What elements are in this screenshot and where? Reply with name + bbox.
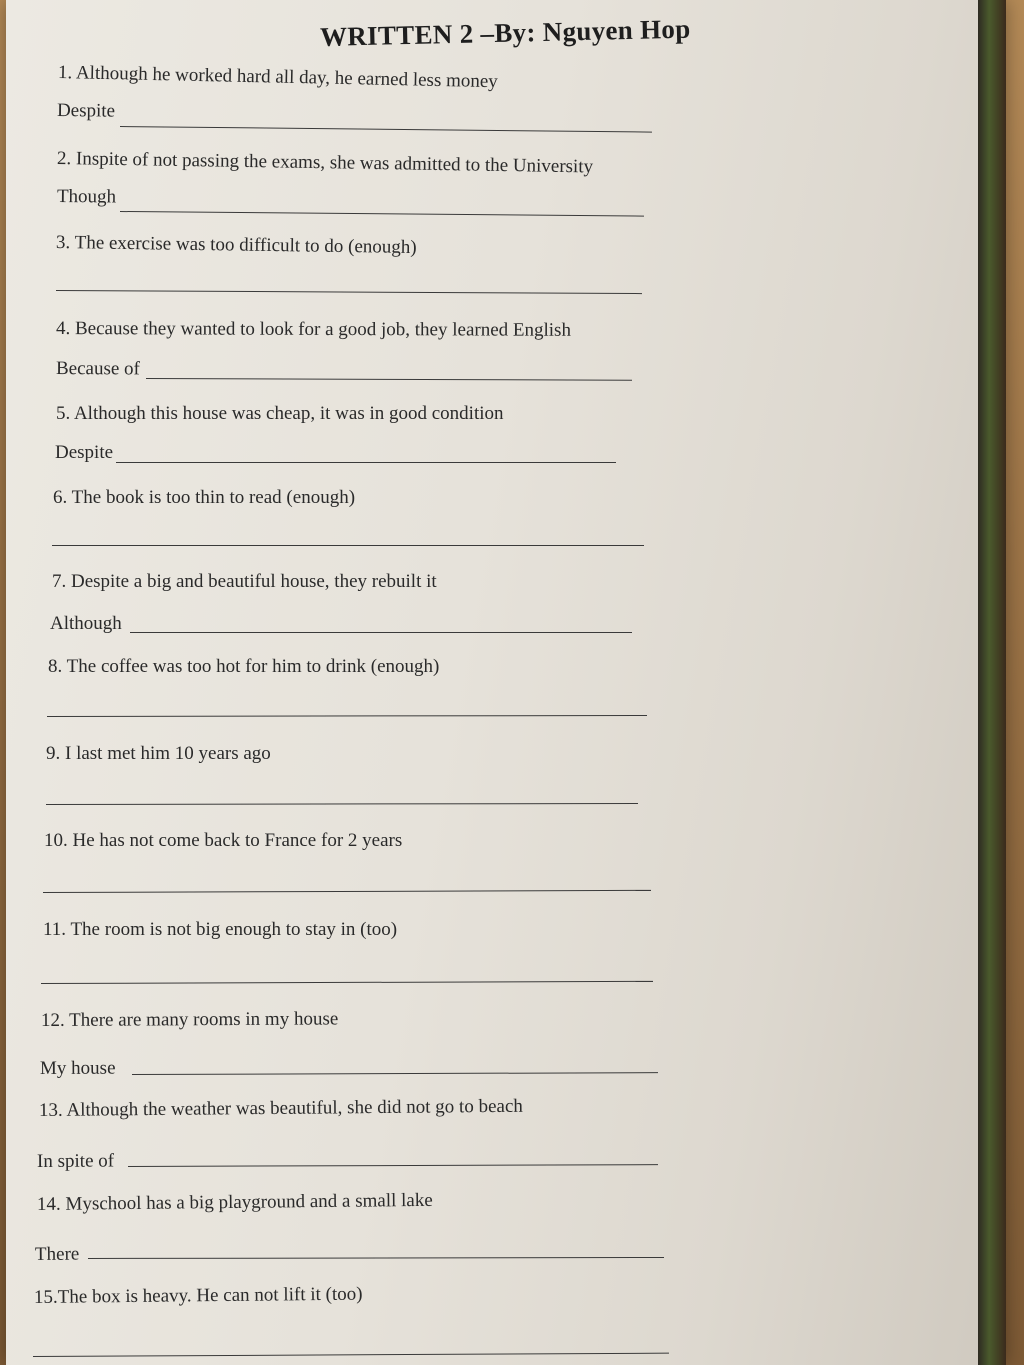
question-2: 2. Inspite of not passing the exams, she was admitted to the University: [56, 148, 594, 178]
question-3: 3. The exercise was too difficult to do (enough): [55, 232, 417, 259]
answer-line-6[interactable]: [52, 545, 644, 546]
question-12: 12. There are many rooms in my house: [40, 1008, 339, 1031]
answer-line-4[interactable]: [146, 378, 632, 381]
question-6: 6. The book is too thin to read (enough): [53, 487, 356, 508]
answer-prompt-1: Despite: [56, 100, 116, 122]
answer-line-12[interactable]: [132, 1072, 658, 1075]
question-1: 1. Although he worked hard all day, he earned less money: [57, 62, 499, 93]
worksheet-page: [6, 0, 1006, 1365]
question-9: 9. I last met him 10 years ago: [46, 743, 271, 764]
answer-line-10[interactable]: [43, 890, 651, 893]
question-10: 10. He has not come back to France for 2 years: [44, 830, 403, 851]
answer-line-9[interactable]: [46, 803, 638, 805]
answer-prompt-13: In spite of: [36, 1150, 115, 1172]
answer-line-15[interactable]: [33, 1353, 669, 1357]
answer-prompt-2: Though: [56, 186, 117, 208]
answer-line-2[interactable]: [120, 211, 644, 217]
question-8: 8. The coffee was too hot for him to drink (enough): [48, 656, 440, 677]
answer-line-7[interactable]: [130, 632, 632, 633]
answer-prompt-5: Despite: [55, 442, 114, 463]
answer-prompt-7: Although: [50, 613, 122, 634]
answer-line-3[interactable]: [56, 290, 642, 294]
answer-line-13[interactable]: [128, 1164, 658, 1167]
answer-line-14[interactable]: [88, 1257, 664, 1259]
question-14: 14. Myschool has a big playground and a small lake: [36, 1189, 433, 1215]
answer-line-1[interactable]: [120, 126, 652, 133]
worksheet-title: WRITTEN 2 –By: Nguyen Hop: [319, 13, 691, 52]
question-13: 13. Although the weather was beautiful, she did not go to beach: [38, 1095, 523, 1121]
question-4: 4. Because they wanted to look for a good job, they learned English: [55, 318, 572, 341]
question-7: 7. Despite a big and beautiful house, they rebuilt it: [52, 571, 437, 592]
question-11: 11. The room is not big enough to stay in (too): [43, 919, 398, 940]
answer-line-8[interactable]: [47, 715, 647, 717]
book-spine-background: [978, 0, 1006, 1365]
answer-line-11[interactable]: [41, 981, 653, 984]
answer-prompt-12: My house: [39, 1057, 116, 1079]
answer-prompt-4: Because of: [55, 358, 140, 380]
question-5: 5. Although this house was cheap, it was in good condition: [56, 403, 504, 424]
answer-line-5[interactable]: [116, 462, 616, 463]
answer-prompt-14: There: [34, 1243, 80, 1265]
question-15: 15.The box is heavy. He can not lift it (too): [33, 1283, 363, 1308]
